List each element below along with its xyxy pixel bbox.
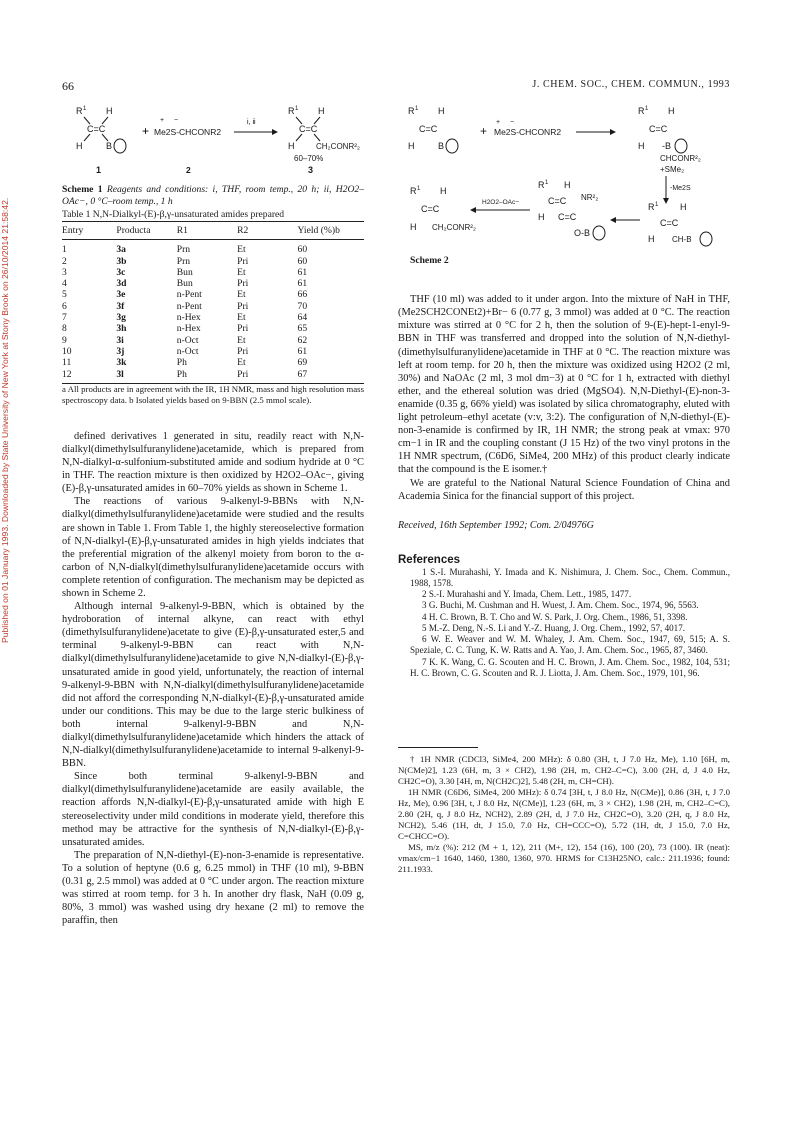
svg-text:O-B: O-B [574, 228, 591, 238]
table-row [62, 335, 364, 346]
table-cell: 62 [297, 334, 308, 346]
table1-footnote: a All products are in agreement with the IR, 1H NMR, mass and high resolution mass spectroscopy data. b Isolated yields based on 9-BBN (2.5 mmol scale). [62, 383, 364, 405]
table-cell: 3g [116, 312, 126, 324]
table-cell: 67 [298, 369, 364, 384]
table-cell: Et [237, 357, 246, 369]
svg-text:1: 1 [83, 106, 87, 112]
table-cell: 3c [116, 266, 126, 278]
body-paragraph: We are grateful to the National Natural Science Foundation of China and Academia Sinica for the financial support of this project. [398, 477, 730, 502]
column-header: Yield (%)b [298, 222, 364, 240]
references-heading: References [398, 553, 461, 566]
page-number: 66 [62, 79, 74, 93]
table1 [62, 221, 364, 384]
table-cell: Bun [176, 278, 193, 290]
table-cell: 61 [297, 278, 308, 290]
table-cell: 3e [116, 289, 126, 301]
table-cell: 3h [116, 323, 127, 335]
table-cell: 66 [297, 289, 308, 301]
compound-3-label: 3 [308, 165, 314, 175]
svg-text:H: H [408, 141, 415, 151]
table-cell: Et [237, 244, 246, 256]
table-cell: 11 [62, 357, 72, 369]
table-row [62, 312, 364, 323]
column-header: R1 [177, 222, 237, 240]
table-cell: 10 [62, 345, 72, 357]
table-cell: 69 [297, 357, 308, 369]
table-cell: n-Oct [176, 345, 199, 357]
svg-text:C=C: C=C [660, 218, 679, 228]
svg-text:H: H [410, 222, 417, 232]
table-cell: Pri [237, 323, 249, 335]
svg-text:C=C: C=C [419, 124, 438, 134]
body-paragraph: The preparation of N,N-diethyl-(E)-non-3-enamide is representative. To a solution of heptyne (0.6 g, 6.25 mmol) in THF (10 ml), 9-BBN (0.31 g, 2.5 mmol) was added at 0 °C under argon. The reaction mixture was stirred at room temp. for 3 h. In another dry flask, NaH (0.09 g, 80%, 3 mmol) was washed using dry hexane (2 ml) to remove the paraffin, then [62, 849, 364, 927]
svg-text:H: H [564, 180, 571, 190]
svg-text:R: R [538, 180, 545, 190]
table-cell: Et [237, 334, 246, 346]
table-row [62, 278, 364, 289]
column-header: R2 [237, 222, 297, 240]
svg-text:CH₂CONR²₂: CH₂CONR²₂ [432, 223, 476, 232]
svg-text:H: H [106, 106, 113, 116]
svg-text:H: H [680, 202, 687, 212]
table-cell: 8 [62, 323, 67, 335]
scheme1-reagent: Me2S-CHCONR2 [154, 127, 222, 137]
reference-item: 4 H. C. Brown, B. T. Cho and W. S. Park, J. Org. Chem., 1986, 51, 3398. [422, 611, 688, 622]
table-cell: 60 [297, 255, 308, 267]
nmr-footnote: 1H NMR (C6D6, SiMe4, 200 MHz): δ 0.74 [3H, t, J 8.0 Hz, N(CMe)], 0.86 (3H, t, J 7.0 Hz, Me), 0.96 [3H, t, J 8.0 Hz, N(CMe)], 1.23 (6H, m, 3 × CH2), 1.98 (2H, m, CH2–C=C), 2.80 (2H, q, J 8.0 Hz, NCH2), 2.89 (2H, d, J 7.0 Hz, CH2C=O), 3.20 (2H, q, J 8.0 Hz, NCH2), 5.46 (1H, dt, J 15.0, 7.0 Hz, CH=CCC=O), 5.72 (1H, dt, J 15.0, 7.0 Hz, C=CHCC=O). [398, 786, 730, 841]
svg-text:CH₂CONR²₂: CH₂CONR²₂ [316, 142, 360, 151]
svg-text:−: − [174, 117, 179, 124]
svg-text:+: + [496, 119, 501, 126]
table-cell: 3f [116, 300, 125, 312]
svg-text:1: 1 [417, 186, 421, 192]
reference-item: 1 S.-I. Murahashi, Y. Imada and K. Nishimura, J. Chem. Soc., Chem. Commun., 1988, 1578. [410, 566, 730, 589]
table-row [62, 267, 364, 278]
svg-text:C=C: C=C [87, 124, 106, 134]
table1-title: Table 1 N,N-Dialkyl-(E)-β,γ-unsaturated amides prepared [62, 209, 285, 221]
scheme1-diagram [62, 100, 364, 180]
table-cell: Et [237, 289, 246, 301]
svg-text:-B: -B [662, 141, 671, 151]
svg-text:C=C: C=C [649, 124, 668, 134]
table-header-row [62, 222, 364, 240]
table-cell: Pri [237, 369, 297, 384]
table-cell: 61 [297, 266, 308, 278]
scheme1-caption: Scheme 1 Reagents and conditions: i, THF, room temp., 20 h; ii, H2O2–OAc−, 0 °C–room temp., 1 h [62, 184, 365, 208]
table-cell: 3l [116, 369, 176, 384]
svg-text:NR²₂: NR²₂ [581, 193, 599, 202]
table-cell: n-Hex [176, 323, 201, 335]
svg-text:C=C: C=C [548, 196, 567, 206]
svg-text:H: H [438, 106, 445, 116]
svg-text:C=C: C=C [421, 204, 440, 214]
provenance-note: Published on 01 January 1993. Downloaded by State University of New York at Stony Brook on 26/10/2014 21:58:42. [0, 197, 10, 643]
table-cell: Pri [237, 345, 249, 357]
table-cell: n-Pent [176, 300, 202, 312]
table-cell: 70 [297, 300, 308, 312]
svg-text:C=C: C=C [558, 212, 577, 222]
table-row [62, 301, 364, 312]
svg-text:−: − [510, 119, 515, 126]
reference-item: 7 K. K. Wang, C. G. Scouten and H. C. Brown, J. Am. Chem. Soc., 1982, 104, 531; H. C. Brown, C. G. Scouten and R. J. Liotta, J. Am. Chem. Soc., 1979, 101, 96. [410, 656, 730, 678]
svg-text:H: H [76, 141, 83, 151]
svg-text:H: H [538, 212, 545, 222]
table-cell: 7 [62, 312, 67, 324]
table-cell: 12 [62, 369, 116, 384]
received-line: Received, 16th September 1992; Com. 2/04976G [398, 519, 594, 531]
table-cell: Ph [176, 357, 187, 369]
table-cell: 64 [297, 312, 308, 324]
table-cell: Et [237, 312, 246, 324]
table-cell: Prn [176, 244, 191, 256]
scheme2-oxidant: H2O2–OAc− [482, 199, 520, 206]
scheme1-conditions: i, ii [247, 119, 256, 126]
table-cell: 3 [62, 266, 67, 278]
svg-text:H: H [440, 186, 447, 196]
table-cell: Pri [237, 255, 249, 267]
table-cell: 5 [62, 289, 67, 301]
table-row [62, 369, 364, 384]
table-cell: 6 [62, 300, 67, 312]
svg-text:H: H [288, 141, 295, 151]
scheme2-step-label: -Me2S [670, 185, 691, 192]
column-header: Entry [62, 222, 116, 240]
svg-text:H: H [648, 234, 655, 244]
table-cell: 2 [62, 255, 67, 267]
svg-text:+: + [480, 124, 488, 138]
compound-2-label: 2 [186, 165, 191, 175]
table-cell: Prn [176, 255, 191, 267]
reference-item: 5 M.-Z. Deng, N.-S. Li and Y.-Z. Huang, J. Org. Chem., 1992, 57, 4017. [422, 622, 686, 633]
svg-text:1: 1 [655, 202, 659, 208]
svg-text:+SMe₂: +SMe₂ [660, 165, 685, 174]
svg-text:R: R [76, 106, 83, 116]
table-cell: 3j [116, 345, 125, 357]
svg-text:1: 1 [415, 106, 419, 112]
scheme2-reagent: Me2S-CHCONR2 [494, 127, 562, 137]
table-cell: Et [237, 266, 246, 278]
body-paragraph: The reactions of various 9-alkenyl-9-BBNs with N,N-dialkyl(dimethylsulfuranylidene)acetamide were studied and the results are shown in Table 1. From Table 1, the highly stereoselective formation of N,N-dialkyl-(E)-β,γ-unsaturated amides in high yields indciates that the preferential migration of the alkenyl moiety from boron to the α-carbon of N,N-dialkyl(dimethylsulfuranylidene)acetamide occurs with complete retention of configuration. The mechanism may be depicted as shown in Scheme 2. [62, 496, 364, 599]
nmr-footnote: MS, m/z (%): 212 (M + 1, 12), 211 (M+, 12), 154 (16), 100 (20), 73 (100). IR (neat): vmax/cm−1 1640, 1460, 1380, 1360, 970. HRMS for C13H25NO, calc.: 211.1936; found: 211.1933. [398, 841, 730, 874]
journal-header: J. CHEM. SOC., CHEM. COMMUN., 1993 [532, 79, 730, 90]
column-header: Producta [116, 222, 176, 240]
svg-text:R: R [638, 106, 645, 116]
svg-text:B: B [438, 141, 445, 151]
table-cell: 3b [116, 255, 127, 267]
footnote-rule [398, 747, 478, 748]
svg-text:C=C: C=C [299, 124, 318, 134]
table-row [62, 289, 364, 300]
table-cell: 65 [297, 323, 308, 335]
table-cell: 60 [297, 244, 308, 256]
svg-text:R: R [408, 106, 415, 116]
svg-text:R: R [410, 186, 417, 196]
scheme2-diagram [398, 100, 730, 250]
table-cell: 9 [62, 334, 67, 346]
table-row [62, 357, 364, 368]
body-paragraph: THF (10 ml) was added to it under argon. Into the mixture of NaH in THF, (Me2SCH2CONEt2)+Br− 6 (0.77 g, 3 mmol) was added at 0 °C. The reaction mixture was stirred at 0 °C for 2 h, then the solution of 9-(E)-hept-1-enyl-9-BBN in THF was transferred and dropped into the solution of N,N-diethyl-(dimethylsulfuranylidene)acetamide in THF at 0 °C. The reaction mixture was left at room temp. for 20 h, then the mixture was oxidized using H2O2 (2 ml, 30%) and NaOAc (2 ml, 3 mol dm−3) at 0 °C for 1 h, extracted with diethyl ether, and the ethereal solution was dried (MgSO4). N,N-Diethyl-(E)-non-3-enamide (0.35 g, 66% yield) was isolated by silica chromatography, eluted with light petroleum–ethyl acetate (v:v, 3:2). The configuration of N,N-diethyl-(E)-non-3-enamide is confirmed by IR, 1H NMR; the strong peak at vmax: 970 cm−1 in IR and the coupling constant (J 15 Hz) of the two vinyl protons in the 1H NMR spectrum, (C6D6, SiMe4, 200 MHz) of this product clearly indicate that the compound is the E isomer.† [398, 294, 730, 476]
nmr-footnote: † 1H NMR (CDCl3, SiMe4, 200 MHz): δ 0.80 (3H, t, J 7.0 Hz, Me), 1.10 [6H, m, N(CMe)2], 1.23 (6H, m, 3 × CH2), 1.98 (2H, m, CH2–C=C), 3.00 (2H, d, J 4.0 Hz, CH2C=O), 3.30 [4H, m, N(CH2C)2], 5.48 (2H, m, CH=CH). [398, 753, 730, 786]
body-paragraph: defined derivatives 1 generated in situ, readily react with N,N-dialkyl(dimethylsulfuranylidene)acetamide, which is prepared from N,N-dialkyl-α-sulfonium-substituted amide and sodium hydride at 0 °C in THF. The reaction mixture is then oxidized by H2O2–OAc−, giving (E)-β,γ-unsaturated amides in 60–70% yields as shown in Scheme 1. [62, 430, 364, 495]
svg-text:1: 1 [545, 180, 549, 186]
scheme2-caption: Scheme 2 [410, 255, 449, 267]
svg-text:H: H [668, 106, 675, 116]
svg-text:CH-B: CH-B [672, 235, 692, 244]
svg-text:+: + [142, 124, 150, 138]
table-cell: 3i [116, 334, 124, 346]
svg-text:R: R [648, 202, 655, 212]
table-row [62, 240, 364, 256]
table-cell: Ph [177, 369, 237, 384]
table-row [62, 346, 364, 357]
svg-text:+: + [160, 117, 165, 124]
compound-1-label: 1 [96, 165, 102, 175]
body-paragraph: Although internal 9-alkenyl-9-BBN, which is obtained by the hydroboration of internal alkyne, can react with ethyl (dimethylsulfuranylidene)acetate to give (E)-β,γ-unsaturated ester,5 and terminal 9-alkenyl-9-BBN can react with N,N-dialkyl(dimethylsulfuranylidene)acetamide to give N,N-dialkyl-(E)-β,γ-unsaturated amide in good yield, unfortunately, the reaction of internal 9-alkenyl-9-BBN with N,N-dialkyl(dimethylsulfuranylidene)acetamide did not afford the corresponding N,N-dialkyl-(E)-β,γ-unsaturated amide under our conditions. This may be due to the large steric bulkiness of both internal 9-alkenyl-9-BBN and N,N-dialkyl(dimethylsulfuranylidene)acetamide which hinders the attack of N,N-dialkyl(dimethylsulfuranylidene)acetamide to internal 9-alkenyl-9-BBN. [62, 601, 364, 770]
scheme1-yield: 60–70% [294, 154, 324, 163]
table-cell: 4 [62, 278, 67, 290]
body-paragraph: Since both terminal 9-alkenyl-9-BBN and dialkyl(dimethylsulfuranylidene)acetamide are easily available, the reaction affords N,N-dialkyl-(E)-β,γ-unsaturated amide with high E stereoselectivity under mild conditions in moderate yield, therefore this method may be attractive for the synthesis of N,N-dialkyl-(E)-β,γ-unsaturated amides. [62, 771, 364, 848]
reference-item: 3 G. Buchi, M. Cushman and H. Wuest, J. Am. Chem. Soc., 1974, 96, 5563. [422, 600, 699, 611]
table-row [62, 323, 364, 334]
svg-text:H: H [638, 141, 645, 151]
table-cell: Pri [237, 300, 249, 312]
left-column [62, 100, 364, 927]
svg-text:B: B [106, 141, 113, 151]
reference-item: 2 S.-I. Murahashi and Y. Imada, Chem. Lett., 1985, 1477. [422, 589, 632, 600]
table-row [62, 256, 364, 267]
table-cell: n-Hex [176, 312, 201, 324]
table-cell: 3a [116, 244, 126, 256]
table-cell: Pri [237, 278, 249, 290]
svg-text:H: H [318, 106, 325, 116]
right-column [398, 100, 730, 875]
table-cell: 1 [62, 244, 67, 256]
svg-text:1: 1 [295, 106, 299, 112]
table-cell: Bun [176, 266, 193, 278]
table-cell: n-Pent [176, 289, 202, 301]
table-cell: 3k [116, 357, 127, 369]
table-cell: n-Oct [176, 334, 199, 346]
reference-item: 6 W. E. Weaver and W. M. Whaley, J. Am. Chem. Soc., 1947, 69, 515; A. S. Speziale, C. C. Tung, K. W. Ratts and A. Yao, J. Am. Chem. Soc., 1965, 87, 3460. [410, 634, 730, 656]
table-cell: 61 [297, 345, 308, 357]
table-cell: 3d [116, 278, 127, 290]
svg-text:1: 1 [645, 106, 649, 112]
svg-text:R: R [288, 106, 295, 116]
svg-text:CHCONR²₂: CHCONR²₂ [660, 154, 701, 163]
